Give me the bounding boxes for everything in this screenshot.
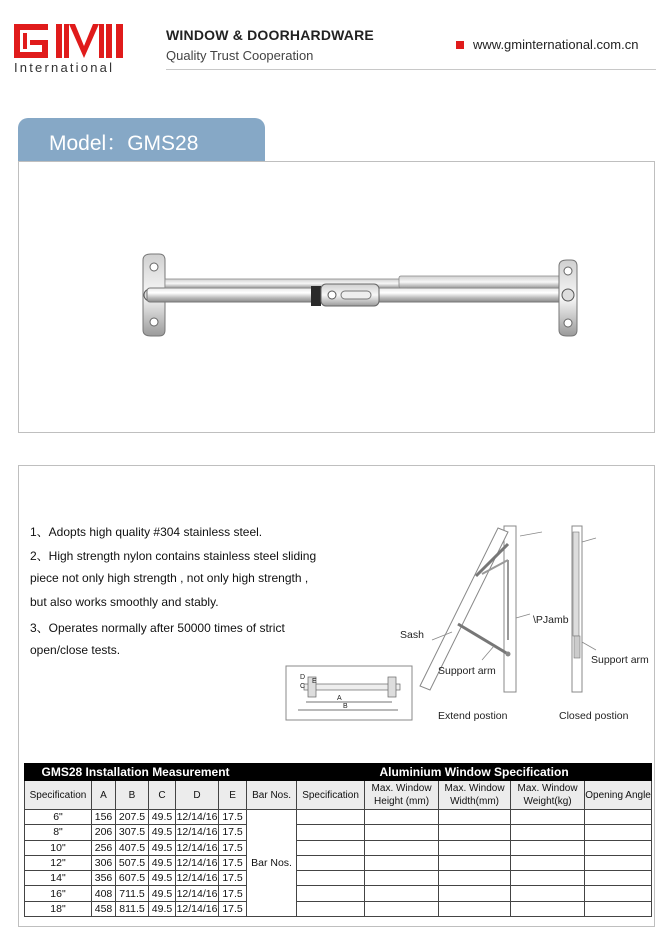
empty-cell <box>297 855 365 870</box>
empty-cell <box>511 840 585 855</box>
table-cell: 17.5 <box>219 825 247 840</box>
table-cell: 17.5 <box>219 871 247 886</box>
sash-label: Sash <box>400 629 424 641</box>
table-cell: 17.5 <box>219 840 247 855</box>
table-title-row <box>25 764 652 781</box>
header-cell: Max. Window Height (mm) <box>365 781 439 810</box>
table-cell: 12/14/16 <box>176 902 218 915</box>
table-cell: 49.5 <box>149 840 176 855</box>
table-cell: 49.5 <box>149 825 176 840</box>
table-cell: 12/14/16 <box>176 811 218 824</box>
installation-title: GMS28 Installation Measurement <box>25 764 247 781</box>
table-row <box>25 871 652 886</box>
empty-cell <box>511 886 585 901</box>
table-row <box>25 901 652 916</box>
empty-cell <box>585 810 652 825</box>
gmi-logo-icon <box>14 24 124 60</box>
empty-cell <box>439 901 511 916</box>
table-row <box>25 825 652 840</box>
empty-cell <box>365 840 439 855</box>
dim-label-d: D <box>300 674 306 681</box>
empty-cell <box>585 825 652 840</box>
header-cell: B <box>116 781 149 810</box>
table-cell: 12/14/16 <box>176 826 218 839</box>
feature-line-5: 3、Operates normally after 50000 times of strict <box>30 621 285 635</box>
table-cell: 256 <box>92 840 116 855</box>
support-arm-label-closed: Support arm <box>591 654 649 666</box>
table-cell: 12/14/16 <box>176 857 218 870</box>
table-cell: 18" <box>25 901 92 916</box>
table-cell: 711.5 <box>116 886 149 901</box>
empty-cell <box>439 810 511 825</box>
red-square-icon <box>456 41 464 49</box>
header-cell: D <box>176 781 219 810</box>
aluminium-title: Aluminium Window Specification <box>297 764 652 781</box>
feature-line-1: 1、Adopts high quality #304 stainless steel. <box>30 525 263 539</box>
dim-label-a: A <box>337 695 342 702</box>
table-cell: 407.5 <box>116 840 149 855</box>
empty-cell <box>439 855 511 870</box>
empty-cell <box>439 871 511 886</box>
dim-label-c: C <box>300 683 306 690</box>
empty-cell <box>511 901 585 916</box>
table-cell: 811.5 <box>116 901 149 916</box>
table-cell: 306 <box>92 855 116 870</box>
table-row <box>25 810 652 825</box>
logo-subtitle: International <box>14 60 115 75</box>
website-link[interactable] <box>456 37 638 52</box>
title-spacer <box>247 764 297 781</box>
table-cell: 156 <box>92 810 116 825</box>
website-text: www.gminternational.com.cn <box>473 37 639 52</box>
product-photo-panel <box>18 161 655 433</box>
table-cell: 14" <box>25 871 92 886</box>
table-cell: 49.5 <box>149 855 176 870</box>
empty-cell <box>297 825 365 840</box>
friction-stay-image <box>19 162 656 434</box>
closed-position-label: Closed postion <box>559 710 629 722</box>
table-cell: 12/14/16 <box>176 872 218 885</box>
empty-cell <box>439 840 511 855</box>
brand-title: WINDOW & DOORHARDWARE <box>166 27 374 43</box>
table-cell: 458 <box>92 901 116 916</box>
empty-cell <box>585 871 652 886</box>
empty-cell <box>511 825 585 840</box>
header-cell: Specification <box>25 781 92 810</box>
table-cell: 12/14/16 <box>176 887 218 900</box>
empty-cell <box>365 855 439 870</box>
header-cell: Specification <box>297 781 365 810</box>
empty-cell <box>585 886 652 901</box>
table-cell: 17.5 <box>219 855 247 870</box>
empty-cell <box>511 810 585 825</box>
dim-label-e: E <box>312 678 317 685</box>
table-cell: 17.5 <box>219 886 247 901</box>
dim-label-b: B <box>343 703 348 710</box>
header-cell: Bar Nos. <box>247 781 297 810</box>
table-cell: 8" <box>25 825 92 840</box>
table-cell: 307.5 <box>116 825 149 840</box>
empty-cell <box>585 840 652 855</box>
empty-cell <box>439 886 511 901</box>
empty-cell <box>365 825 439 840</box>
bar-nos-cell: Bar Nos. <box>247 810 297 917</box>
support-arm-label-extend: Support arm <box>438 665 496 677</box>
table-cell: 12" <box>25 855 92 870</box>
header-cell: Max. Window Weight(kg) <box>511 781 585 810</box>
table-cell: 6" <box>25 810 92 825</box>
table-row <box>25 840 652 855</box>
empty-cell <box>585 901 652 916</box>
table-cell: 207.5 <box>116 810 149 825</box>
table-cell: 16" <box>25 886 92 901</box>
model-tab <box>18 118 265 161</box>
header-cell: Max. Window Width(mm) <box>439 781 511 810</box>
header-cell: A <box>92 781 116 810</box>
brand-tagline: Quality Trust Cooperation <box>166 48 314 63</box>
table-header-row <box>25 781 652 810</box>
table-cell: 408 <box>92 886 116 901</box>
table-row <box>25 855 652 870</box>
empty-cell <box>297 871 365 886</box>
empty-cell <box>511 871 585 886</box>
empty-cell <box>297 810 365 825</box>
table-cell: 49.5 <box>149 810 176 825</box>
header-divider <box>166 69 656 70</box>
empty-cell <box>297 886 365 901</box>
table-cell: 206 <box>92 825 116 840</box>
empty-cell <box>365 886 439 901</box>
extend-position-label: Extend postion <box>438 710 508 722</box>
table-cell: 49.5 <box>149 901 176 916</box>
table-cell: 607.5 <box>116 871 149 886</box>
table-cell: 12/14/16 <box>176 841 218 854</box>
empty-cell <box>511 855 585 870</box>
model-label: Model：GMS28 <box>49 132 199 155</box>
header-cell: Opening Angle <box>585 781 652 810</box>
empty-cell <box>365 901 439 916</box>
table-row <box>25 886 652 901</box>
empty-cell <box>439 825 511 840</box>
table-cell: 17.5 <box>219 810 247 825</box>
jamb-label: \PJamb <box>533 614 569 626</box>
table-cell: 49.5 <box>149 871 176 886</box>
table-cell: 507.5 <box>116 855 149 870</box>
table-cell: 356 <box>92 871 116 886</box>
empty-cell <box>297 901 365 916</box>
empty-cell <box>365 871 439 886</box>
empty-cell <box>365 810 439 825</box>
empty-cell <box>297 840 365 855</box>
feature-line-6: open/close tests. <box>30 643 121 657</box>
spec-table <box>24 763 652 917</box>
table-cell: 49.5 <box>149 886 176 901</box>
empty-cell <box>585 855 652 870</box>
table-body <box>25 810 652 917</box>
header-cell: C <box>149 781 176 810</box>
header-cell: E <box>219 781 247 810</box>
table-cell: 17.5 <box>219 901 247 916</box>
feature-line-4: but also works smoothly and stably. <box>30 595 219 609</box>
table-cell: 10" <box>25 840 92 855</box>
feature-line-3: piece not only high strength , not only high strength , <box>30 571 309 585</box>
feature-line-2: 2、High strength nylon contains stainless steel sliding <box>30 549 317 563</box>
